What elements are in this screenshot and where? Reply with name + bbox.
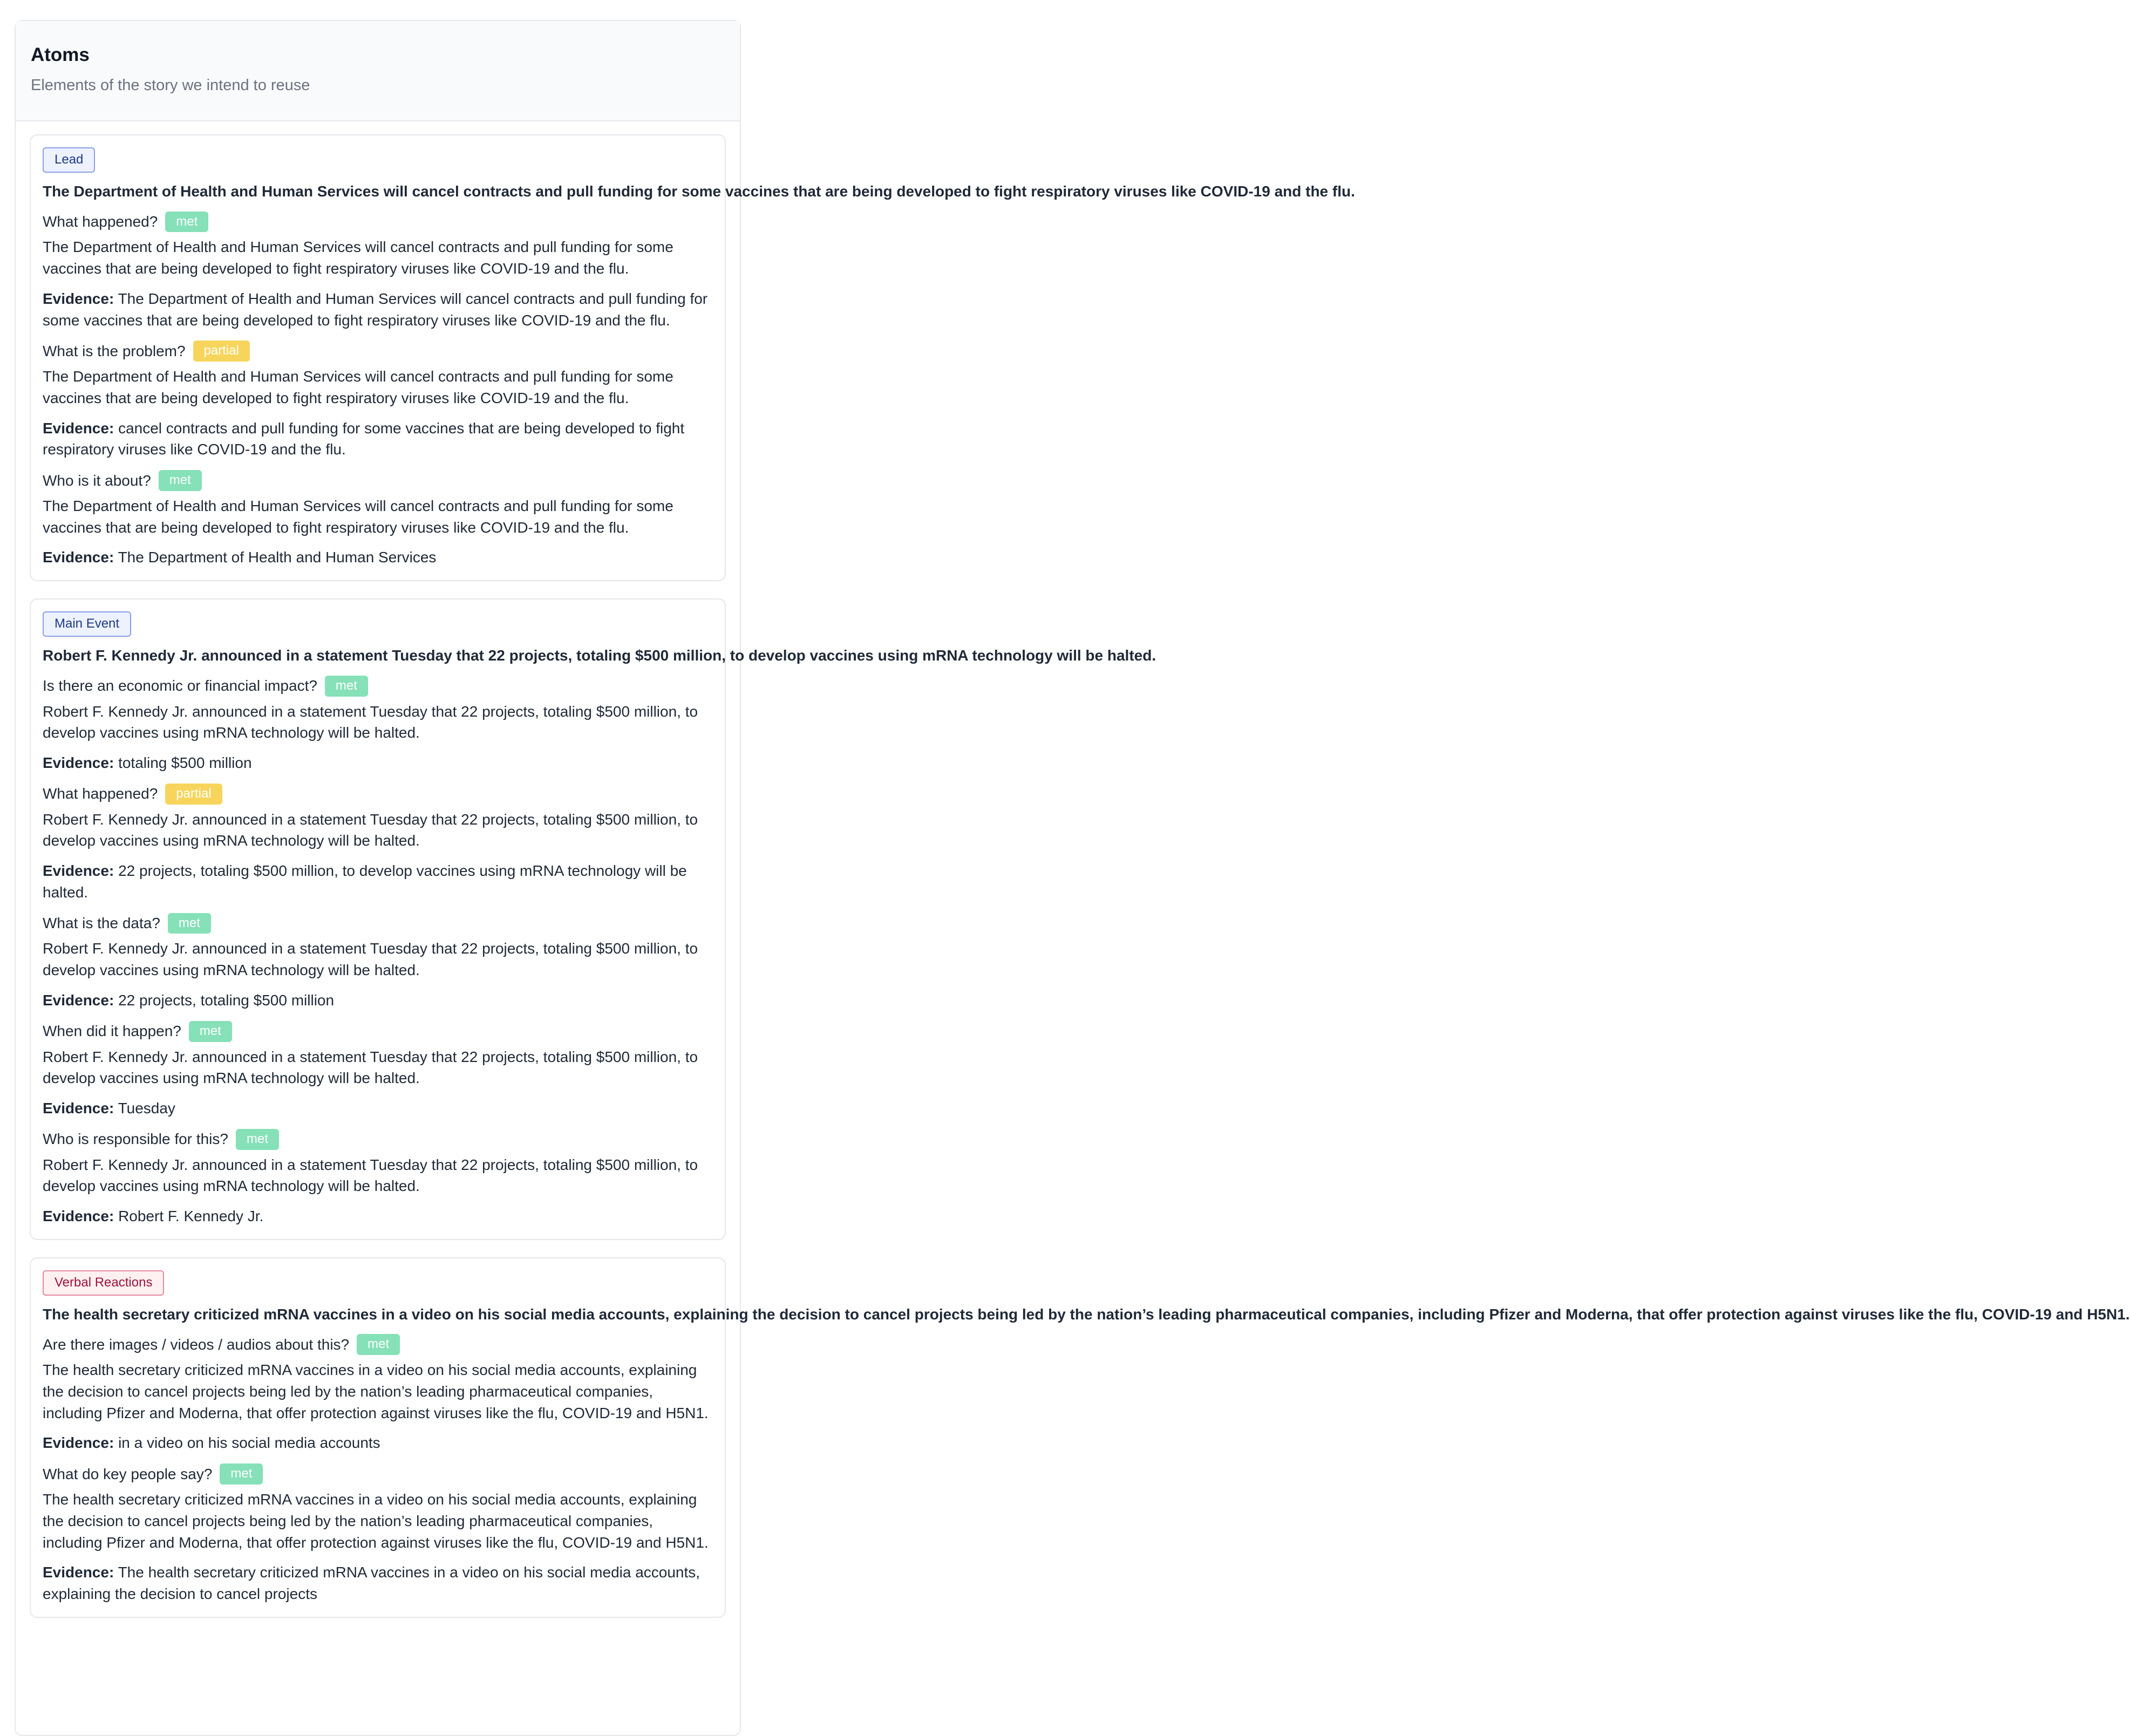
atom-tag: Lead (43, 147, 95, 173)
atom-title: The Department of Health and Human Services will cancel contracts and pull funding for some vaccines that are being developed to fight respiratory viruses like COVID-19 and the flu. (43, 182, 1355, 200)
status-badge: met (357, 1334, 400, 1355)
question-text: Are there images / videos / audios about this? (43, 1336, 350, 1353)
evidence-label: Evidence: (43, 1564, 114, 1581)
evidence-text: The health secretary criticized mRNA vaccines in a video on his social media accounts, explaining the decision to cancel projects (43, 1564, 700, 1602)
atom-title: Robert F. Kennedy Jr. announced in a statement Tuesday that 22 projects, totaling $500 million, to develop vaccines using mRNA technology will be halted. (43, 647, 1156, 664)
question-block (43, 676, 713, 774)
answer-text: Robert F. Kennedy Jr. announced in a statement Tuesday that 22 projects, totaling $500 million, to develop vaccines using mRNA technology will be halted. (43, 1156, 698, 1195)
question-text: Is there an economic or financial impact? (43, 677, 317, 695)
atom-tag: Main Event (43, 611, 131, 637)
atom-tag: Verbal Reactions (43, 1270, 164, 1296)
question-text: When did it happen? (43, 1023, 181, 1040)
evidence-text: The Department of Health and Human Services will cancel contracts and pull funding for some vaccines that are being developed to fight respiratory viruses like COVID-19 and the flu. (43, 290, 708, 329)
status-badge: met (165, 212, 208, 233)
evidence-label: Evidence: (43, 549, 114, 566)
evidence (43, 547, 713, 568)
evidence-label: Evidence: (43, 1208, 114, 1225)
answer-text: The Department of Health and Human Services will cancel contracts and pull funding for some vaccines that are being developed to fight respiratory viruses like COVID-19 and the flu. (43, 497, 673, 536)
question-text: What happened? (43, 213, 158, 230)
evidence-label: Evidence: (43, 991, 114, 1009)
panel-title: Atoms (31, 44, 90, 65)
question-text: Who is responsible for this? (43, 1131, 228, 1148)
evidence-text: totaling $500 million (118, 754, 252, 772)
evidence (43, 1432, 713, 1454)
answer-text: The health secretary criticized mRNA vaccines in a video on his social media accounts, explaining the decision to cancel projects being led by the nation’s leading pharmaceutical companies, including Pfizer and Moderna, that offer protection against viruses like the flu, COVID-19 and H5N1. (43, 1361, 709, 1421)
question-text: Who is it about? (43, 472, 151, 489)
evidence-text: 22 projects, totaling $500 million (118, 991, 335, 1009)
evidence (43, 418, 713, 461)
evidence-label: Evidence: (43, 754, 114, 772)
evidence-text: Tuesday (118, 1100, 175, 1117)
answer-text: Robert F. Kennedy Jr. announced in a statement Tuesday that 22 projects, totaling $500 million, to develop vaccines using mRNA technology will be halted. (43, 811, 698, 849)
answer-text: The health secretary criticized mRNA vaccines in a video on his social media accounts, explaining the decision to cancel projects being led by the nation’s leading pharmaceutical companies, including Pfizer and Moderna, that offer protection against viruses like the flu, COVID-19 and H5N1. (43, 1491, 709, 1551)
question-block (43, 913, 713, 1011)
evidence-label: Evidence: (43, 862, 114, 880)
question-block (43, 1334, 713, 1454)
answer-text: Robert F. Kennedy Jr. announced in a statement Tuesday that 22 projects, totaling $500 million, to develop vaccines using mRNA technology will be halted. (43, 703, 698, 741)
evidence (43, 1098, 713, 1119)
answer-text: The Department of Health and Human Services will cancel contracts and pull funding for some vaccines that are being developed to fight respiratory viruses like COVID-19 and the flu. (43, 368, 673, 406)
status-badge: met (236, 1129, 279, 1150)
status-badge: partial (193, 341, 250, 362)
status-badge: met (168, 913, 211, 934)
evidence (43, 1562, 713, 1605)
status-badge: met (220, 1463, 263, 1485)
question-block (43, 341, 713, 460)
evidence (43, 860, 713, 903)
atom-card-main-event (30, 598, 1156, 1240)
panel-subtitle: Elements of the story we intend to reuse (31, 77, 310, 94)
question-text: What is the data? (43, 915, 160, 932)
evidence-text: Robert F. Kennedy Jr. (118, 1208, 264, 1225)
evidence (43, 288, 713, 331)
question-block (43, 1463, 713, 1605)
status-badge: met (159, 470, 202, 491)
atom-card-lead (30, 134, 1355, 581)
evidence (43, 990, 713, 1011)
answer-text: The Department of Health and Human Services will cancel contracts and pull funding for some vaccines that are being developed to fight respiratory viruses like COVID-19 and the flu. (43, 239, 673, 277)
status-badge: met (189, 1021, 232, 1042)
atoms-panel (15, 20, 2130, 1736)
answer-text: Robert F. Kennedy Jr. announced in a statement Tuesday that 22 projects, totaling $500 million, to develop vaccines using mRNA technology will be halted. (43, 940, 698, 979)
status-badge: partial (165, 784, 222, 805)
question-block (43, 1129, 713, 1227)
evidence-text: cancel contracts and pull funding for some vaccines that are being developed to fight respiratory viruses like COVID-19 and the flu. (43, 419, 685, 458)
evidence-text: 22 projects, totaling $500 million, to develop vaccines using mRNA technology will be halted. (43, 862, 687, 901)
question-block (43, 212, 713, 331)
evidence-label: Evidence: (43, 1434, 114, 1452)
atom-title: The health secretary criticized mRNA vaccines in a video on his social media accounts, explaining the decision to cancel projects being led by the nation’s leading pharmaceutical companies, including Pfizer and Moderna, that offer protection against viruses like the flu, COVID-19 and H5N1. (43, 1305, 2130, 1323)
evidence-label: Evidence: (43, 1100, 114, 1117)
question-block (43, 784, 713, 903)
evidence-label: Evidence: (43, 419, 114, 437)
question-text: What happened? (43, 785, 158, 802)
evidence (43, 752, 713, 774)
evidence-text: in a video on his social media accounts (118, 1434, 380, 1452)
evidence-text: The Department of Health and Human Services (118, 549, 437, 566)
panel-header (16, 21, 740, 121)
answer-text: Robert F. Kennedy Jr. announced in a statement Tuesday that 22 projects, totaling $500 million, to develop vaccines using mRNA technology will be halted. (43, 1048, 698, 1087)
evidence-label: Evidence: (43, 290, 114, 307)
question-text: What is the problem? (43, 342, 186, 359)
evidence (43, 1206, 713, 1227)
question-block (43, 470, 713, 568)
question-block (43, 1021, 713, 1119)
atoms-list (16, 121, 2130, 1618)
atom-card-verbal-reactions (30, 1257, 2130, 1618)
status-badge: met (325, 676, 368, 697)
question-text: What do key people say? (43, 1465, 213, 1482)
